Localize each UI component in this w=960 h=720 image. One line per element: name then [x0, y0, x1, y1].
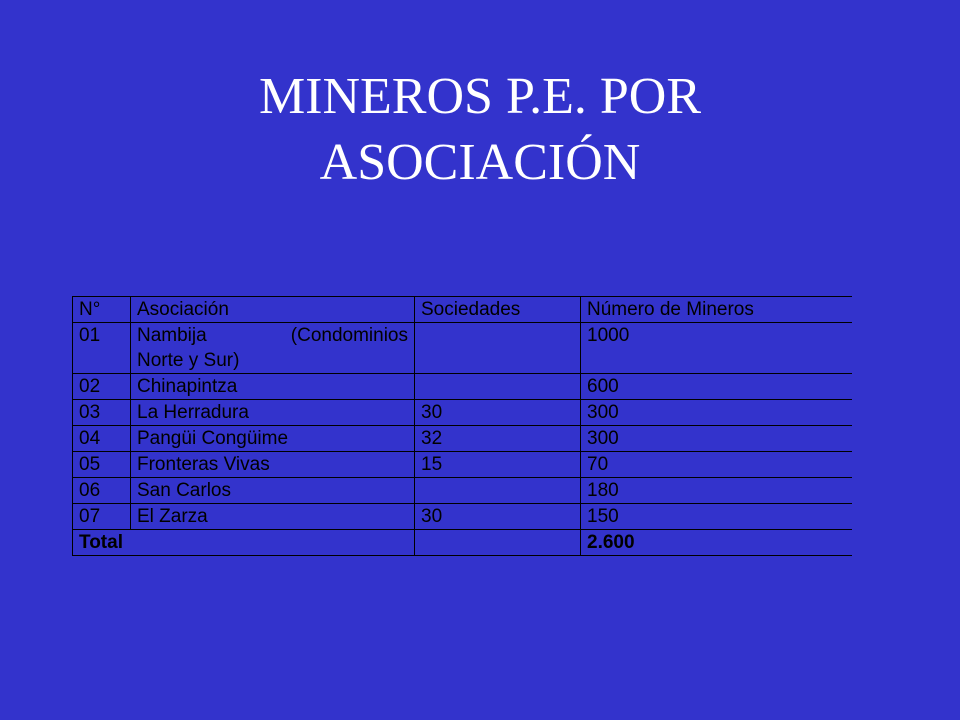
slide-title [0, 64, 960, 196]
slide-title-line-2: ASOCIACIÓN [319, 134, 641, 191]
table-row [73, 374, 853, 400]
cell-mineros: 1000 [581, 323, 853, 374]
cell-sociedades: 15 [415, 452, 581, 478]
cell-sociedades: 30 [415, 504, 581, 530]
cell-asociacion: San Carlos [131, 478, 415, 504]
cell-mineros: 300 [581, 400, 853, 426]
cell-n: 02 [73, 374, 131, 400]
cell-mineros: 600 [581, 374, 853, 400]
cell-mineros: 70 [581, 452, 853, 478]
header-n: N° [73, 297, 131, 323]
table-row [73, 426, 853, 452]
table-total-row [73, 530, 853, 556]
table-row [73, 504, 853, 530]
table-row [73, 478, 853, 504]
cell-mineros: 180 [581, 478, 853, 504]
cell-asociacion: Pangüi Congüime [131, 426, 415, 452]
cell-n: 01 [73, 323, 131, 374]
cell-sociedades: 30 [415, 400, 581, 426]
cell-sociedades [415, 323, 581, 374]
table-header-row [73, 297, 853, 323]
cell-asociacion-part-c: Norte y Sur) [137, 350, 240, 371]
cell-n: 06 [73, 478, 131, 504]
cell-asociacion: Chinapintza [131, 374, 415, 400]
cell-n: 03 [73, 400, 131, 426]
cell-n: 07 [73, 504, 131, 530]
cell-asociacion: El Zarza [131, 504, 415, 530]
table-row [73, 452, 853, 478]
cell-n: 04 [73, 426, 131, 452]
total-mineros: 2.600 [581, 530, 853, 556]
cell-sociedades [415, 374, 581, 400]
cell-mineros: 300 [581, 426, 853, 452]
table-row [73, 323, 853, 374]
slide-title-line-1: MINEROS P.E. POR [258, 68, 702, 125]
cell-asociacion-part-b: (Condominios [290, 325, 408, 346]
total-sociedades [415, 530, 581, 556]
cell-asociacion-part-a: Nambija [137, 325, 207, 346]
table-row [73, 400, 853, 426]
header-sociedades: Sociedades [415, 297, 581, 323]
cell-sociedades [415, 478, 581, 504]
total-label: Total [73, 530, 415, 556]
cell-sociedades: 32 [415, 426, 581, 452]
cell-n: 05 [73, 452, 131, 478]
cell-asociacion [131, 323, 415, 374]
cell-mineros: 150 [581, 504, 853, 530]
mineros-table [72, 296, 852, 556]
cell-asociacion: La Herradura [131, 400, 415, 426]
cell-asociacion: Fronteras Vivas [131, 452, 415, 478]
header-asociacion: Asociación [131, 297, 415, 323]
header-mineros: Número de Mineros [581, 297, 853, 323]
